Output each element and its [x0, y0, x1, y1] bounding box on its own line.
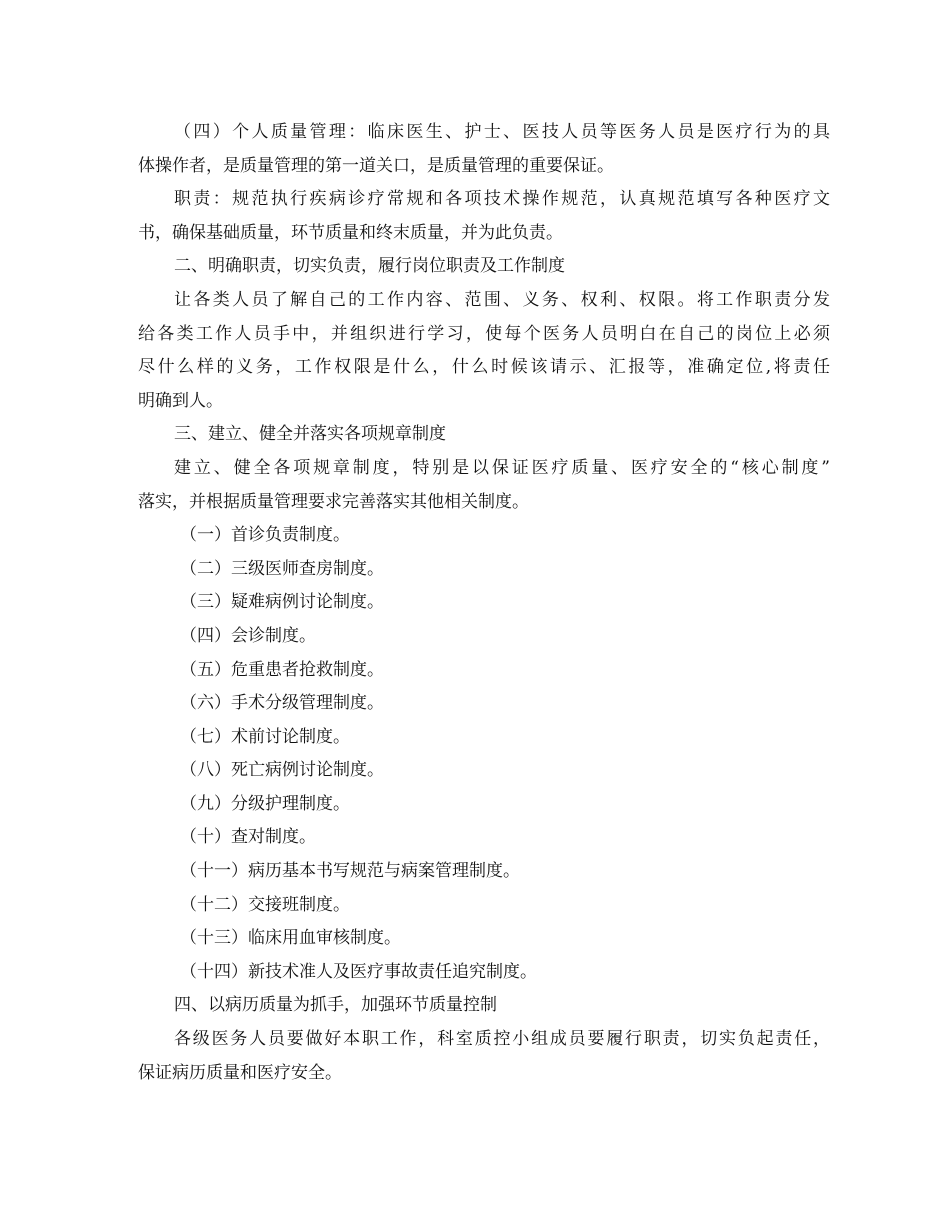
section-heading-4: 四、以病历质量为抓手，加强环节质量控制 [174, 995, 497, 1016]
list-item: （四）会诊制度。 [180, 625, 316, 646]
list-item: （十二）交接班制度。 [180, 894, 350, 915]
list-item: （九）分级护理制度。 [180, 793, 350, 814]
paragraph-responsibilities [138, 284, 830, 418]
list-item: （十一）病历基本书写规范与病案管理制度。 [180, 861, 520, 882]
document-body [138, 116, 830, 1090]
paragraph-rules [138, 452, 830, 519]
text-line: 建立、健全各项规章制度，特别是以保证医疗质量、医疗安全的“核心制度” [174, 457, 830, 478]
list-item: （五）危重患者抢救制度。 [180, 659, 384, 680]
section-heading-2: 二、明确职责，切实负责，履行岗位职责及工作制度 [174, 256, 565, 277]
text-line: 尽什么样的义务，工作权限是什么，什么时候该请示、汇报等，准确定位,将责任 [138, 357, 830, 378]
text-line: （四）个人质量管理：临床医生、护士、医技人员等医务人员是医疗行为的具 [174, 122, 830, 142]
list-item: （二）三级医师查房制度。 [180, 558, 384, 579]
text-line: 书，确保基础质量，环节质量和终末质量，并为此负责。 [138, 222, 563, 243]
paragraph-personal-quality [138, 116, 830, 183]
list-item: （三）疑难病例讨论制度。 [180, 592, 384, 613]
list-item: （六）手术分级管理制度。 [180, 693, 384, 714]
text-line: 各级医务人员要做好本职工作，科室质控小组成员要履行职责，切实负起责任， [174, 1029, 830, 1050]
text-line: 体操作者，是质量管理的第一道关口，是质量管理的重要保证。 [138, 155, 614, 176]
text-line: 职责：规范执行疾病诊疗常规和各项技术操作规范，认真规范填写各种医疗文 [174, 189, 830, 210]
text-line: 给各类工作人员手中，并组织进行学习，使每个医务人员明白在自己的岗位上必须 [138, 323, 830, 344]
text-line: 保证病历质量和医疗安全。 [138, 1062, 342, 1083]
core-rules-list [138, 519, 830, 989]
list-item: （十四）新技术准人及医疗事故责任追究制度。 [180, 961, 537, 982]
list-item: （十三）临床用血审核制度。 [180, 928, 401, 949]
list-item: （十）查对制度。 [180, 827, 316, 848]
list-item: （一）首诊负责制度。 [180, 525, 350, 546]
list-item: （七）术前讨论制度。 [180, 726, 350, 747]
text-line: 让各类人员了解自己的工作内容、范围、义务、权利、权限。将工作职责分发 [174, 289, 830, 310]
paragraph-records [138, 1023, 830, 1090]
paragraph-duty [138, 183, 830, 250]
section-heading-3: 三、建立、健全并落实各项规章制度 [174, 424, 446, 445]
list-item: （八）死亡病例讨论制度。 [180, 760, 384, 781]
text-line: 落实，并根据质量管理要求完善落实其他相关制度。 [138, 491, 529, 512]
text-line: 明确到人。 [138, 390, 223, 411]
